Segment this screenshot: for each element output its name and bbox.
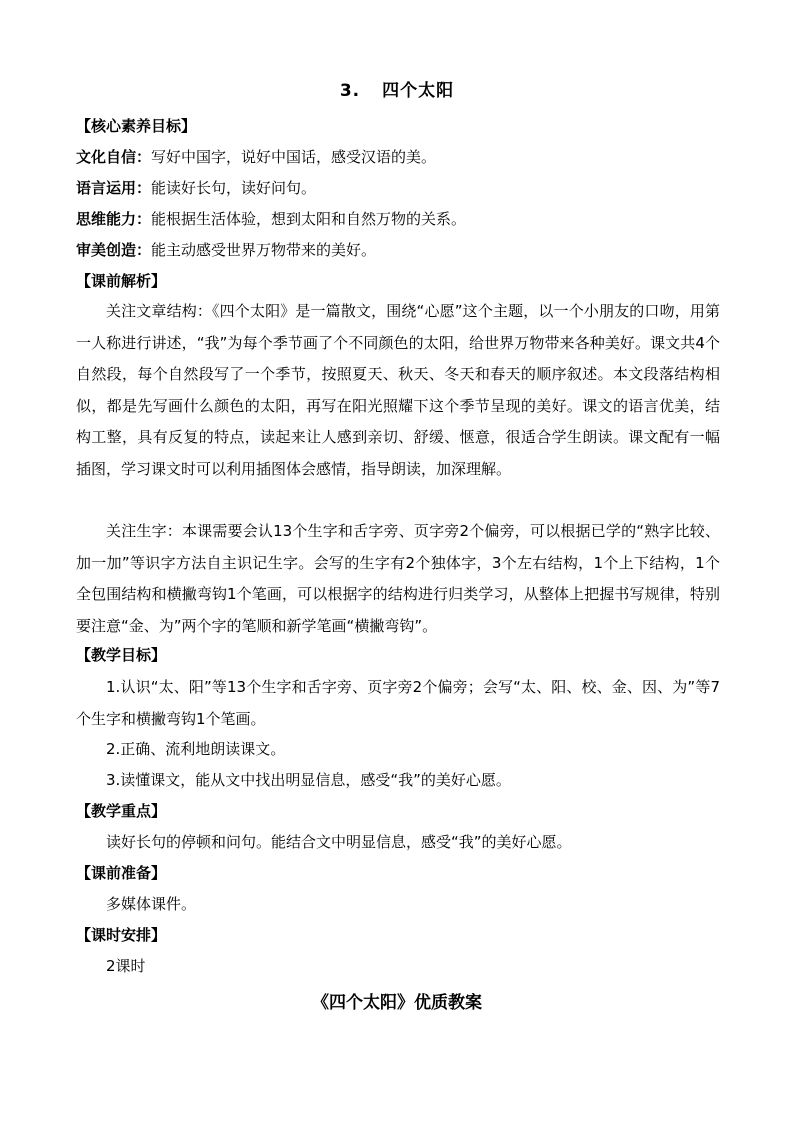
core-item-label: 思维能力： — [76, 210, 152, 228]
prep-text: 多媒体课件。 — [106, 895, 197, 913]
section-heading-core: 【核心素养目标】 — [76, 117, 197, 135]
lesson-plan-title: 《四个太阳》优质教案 — [312, 993, 482, 1013]
core-item — [76, 209, 720, 229]
analysis-paragraph-structure: 关注文章结构：《四个太阳》是一篇散文，围绕“心愿”这个主题，以一个小朋友的口吻，用第一人称进行讲述，“我”为每个季节画了个不同颜色的太阳，给世界万物带来各种美好。课文共4个自然段，每个自然段写了一个季节，按照夏天、秋天、冬天和春天的顺序叙述。本文段落结构相似，都是先写画什么颜色的太阳，再写在阳光照耀下这个季节呈现的美好。课文的语言优美，结构工整，具有反复的特点，读起来让人感到亲切、舒缓、惬意，很适合学生朗读。课文配有一幅插图，学习课文时可以利用插图体会感情，指导朗读，加深理解。 — [76, 302, 720, 478]
goal-item-2: 2.正确、流利地朗读课文。 — [106, 740, 286, 758]
section-heading-goals: 【教学目标】 — [76, 646, 167, 664]
page-title — [0, 76, 794, 101]
core-item — [76, 178, 720, 198]
core-item-label: 审美创造： — [76, 241, 152, 259]
core-item — [76, 147, 720, 167]
goal-item-1: 1.认识“太、阳”等13个生字和舌字旁、页字旁2个偏旁；会写“太、阳、校、金、因、为”等7个生字和横撇弯钩1个笔画。 — [76, 678, 720, 728]
section-heading-key: 【教学重点】 — [76, 802, 167, 820]
schedule-text: 2课时 — [106, 957, 146, 975]
analysis-paragraph-characters: 关注生字：本课需要会认13个生字和舌字旁、页字旁2个偏旁，可以根据已学的“熟字比较、加一加”等识字方法自主识记生字。会写的生字有2个独体字，3个左右结构，1个上下结构，1个全包围结构和横撇弯钩1个笔画，可以根据字的结构进行归类学习，从整体上把握书写规律，特别要注意“金、为”两个字的笔顺和新学笔画“横撇弯钩”。 — [76, 522, 720, 635]
section-heading-schedule: 【课时安排】 — [76, 926, 167, 944]
core-item-text: 能主动感受世界万物带来的美好。 — [151, 241, 377, 259]
core-item-text: 能读好长句，读好问句。 — [151, 179, 317, 197]
goal-item-3: 3.读懂课文，能从文中找出明显信息，感受“我”的美好心愿。 — [106, 771, 511, 789]
title-number: 3. — [339, 81, 361, 101]
title-text: 四个太阳 — [382, 81, 455, 101]
core-item-label: 文化自信： — [76, 148, 152, 166]
core-item-label: 语言运用： — [76, 179, 152, 197]
core-item — [76, 240, 720, 260]
core-item-text: 能根据生活体验，想到太阳和自然万物的关系。 — [151, 210, 467, 228]
key-text: 读好长句的停顿和问句。能结合文中明显信息，感受“我”的美好心愿。 — [106, 833, 572, 851]
core-item-text: 写好中国字，说好中国话，感受汉语的美。 — [151, 148, 437, 166]
section-heading-prep: 【课前准备】 — [76, 864, 167, 882]
section-heading-analysis: 【课前解析】 — [76, 272, 167, 290]
